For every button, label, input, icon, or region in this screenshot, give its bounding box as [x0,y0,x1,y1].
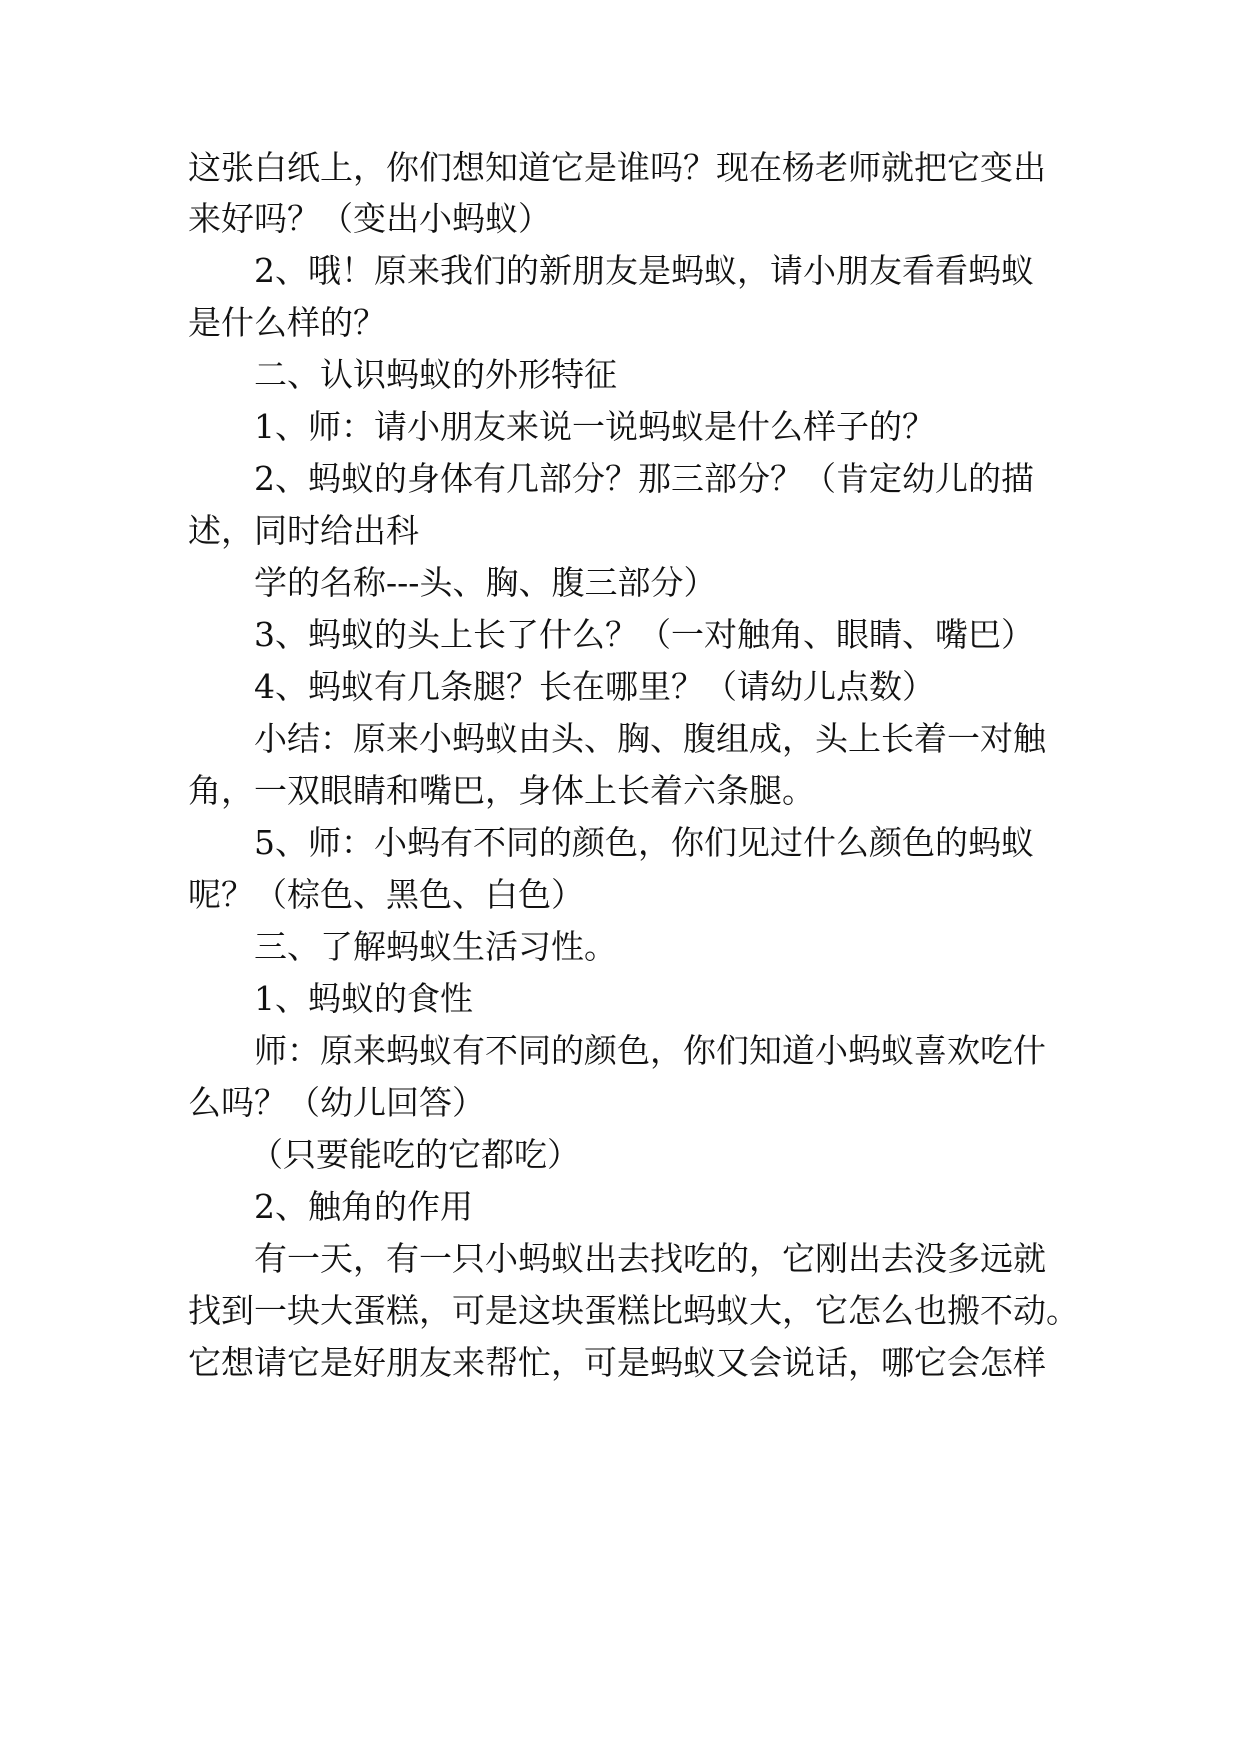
paragraph-line: （只要能吃的它都吃） [250,1135,580,1174]
paragraph-line: 学的名称---头、胸、腹三部分） [254,563,717,602]
section-heading: 二、认识蚂蚁的外形特征 [254,355,617,394]
paragraph-line: 5、师：小蚂有不同的颜色，你们见过什么颜色的蚂蚁 [254,823,1034,862]
paragraph-line: 是什么样的？ [188,303,386,342]
paragraph-line: 它想请它是好朋友来帮忙，可是蚂蚁又会说话，哪它会怎样 [188,1343,1046,1382]
paragraph-line: 么吗？（幼儿回答） [188,1083,485,1122]
paragraph-line: 2、蚂蚁的身体有几部分？那三部分？（肯定幼儿的描 [254,459,1034,498]
paragraph-line: 2、哦！原来我们的新朋友是蚂蚁，请小朋友看看蚂蚁 [254,251,1034,290]
paragraph-line: 找到一块大蛋糕，可是这块蛋糕比蚂蚁大，它怎么也搬不动。 [188,1291,1079,1330]
paragraph-line: 有一天，有一只小蚂蚁出去找吃的，它刚出去没多远就 [254,1239,1046,1278]
paragraph-line: 述，同时给出科 [188,511,419,550]
paragraph-line: 3、蚂蚁的头上长了什么？（一对触角、眼睛、嘴巴） [254,615,1034,654]
paragraph-line: 小结：原来小蚂蚁由头、胸、腹组成，头上长着一对触 [254,719,1046,758]
paragraph-line: 4、蚂蚁有几条腿？长在哪里？（请幼儿点数） [254,667,935,706]
paragraph-line: 2、触角的作用 [254,1187,473,1226]
paragraph-line: 呢？（棕色、黑色、白色） [188,875,584,914]
paragraph-line: 来好吗？（变出小蚂蚁） [188,199,551,238]
paragraph-line: 1、蚂蚁的食性 [254,979,473,1018]
paragraph-line: 角，一双眼睛和嘴巴，身体上长着六条腿。 [188,771,815,810]
paragraph-line: 1、师：请小朋友来说一说蚂蚁是什么样子的？ [254,407,935,446]
paragraph-line: 师：原来蚂蚁有不同的颜色，你们知道小蚂蚁喜欢吃什 [254,1031,1046,1070]
section-heading: 三、了解蚂蚁生活习性。 [254,927,617,966]
paragraph-line: 这张白纸上，你们想知道它是谁吗？现在杨老师就把它变出 [188,148,1046,187]
